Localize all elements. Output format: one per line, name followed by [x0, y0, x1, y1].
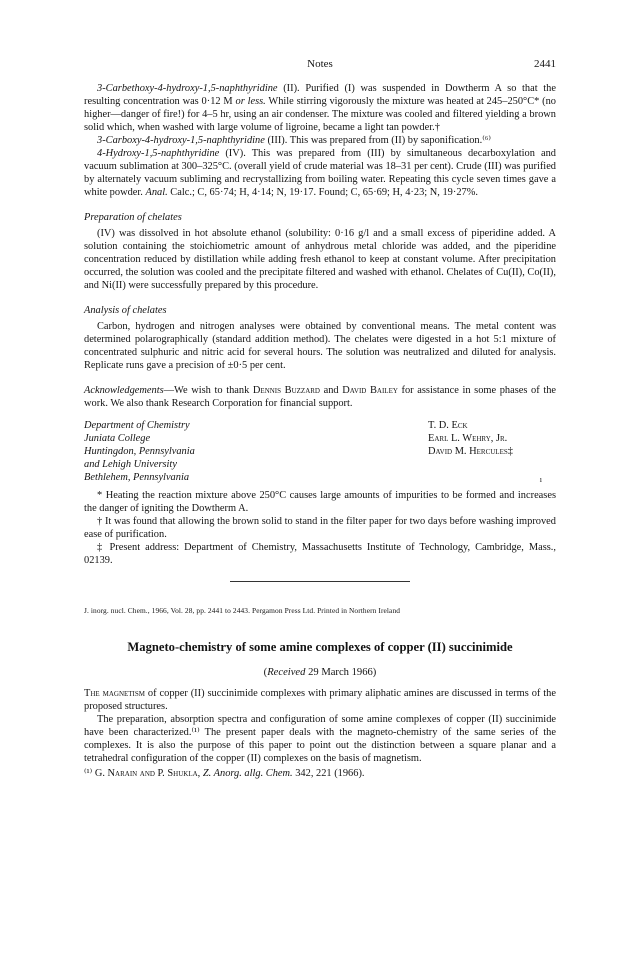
received-date-text: 29 March 1966) [305, 667, 377, 678]
anal-values: Calc.; C, 65·74; H, 4·14; N, 19·17. Found; C, 65·69; H, 4·23; N, 19·27%. [167, 187, 478, 198]
reference-number: ⁽¹⁾ [84, 768, 93, 779]
footnote: ‡ Present address: Department of Chemistry, Massachusetts Institute of Technology, Cambridge, Mass., 02139. [84, 542, 556, 566]
footnotes [84, 489, 556, 567]
institution-line: Bethlehem, Pennsylvania [84, 472, 190, 483]
header-title: Notes [307, 58, 333, 70]
received-label: Received [267, 667, 306, 678]
reference-authors: G. Narain and P. Shukla, [92, 768, 203, 779]
institution-line: and Lehigh University [84, 459, 177, 470]
ack-label: Acknowledgements [84, 385, 164, 396]
ack-name-2: David Bailey [342, 385, 398, 396]
ack-text-and: and [319, 385, 343, 396]
ack-name-1: Dennis Buzzard [252, 385, 320, 396]
paragraph-compound-3 [84, 134, 556, 147]
institution-line: Department of Chemistry [84, 420, 190, 431]
ack-text-end: for assistance in some phases of the work. We also thank Research Corporation for financial support. [84, 385, 557, 409]
compound-4-text: (IV). This was prepared from (III) by simultaneous decarboxylation and vacuum sublimation at 300–325°C. (overall yield of crude material was 18–31 per cent). Crude (III) was purified by alternately vacuum subliming and recrystallizing from boiling water. Repeating this cycle seven times gave a white powder. [84, 148, 556, 198]
compound-3-name: 3-Carboxy-4-hydroxy-1,5-naphthyridine [97, 135, 265, 146]
journal-citation-line: J. inorg. nucl. Chem., 1966, Vol. 28, pp. 2441 to 2443. Pergamon Press Ltd. Printed in Northern Ireland [84, 606, 401, 615]
footnote: * Heating the reaction mixture above 250°C causes large amounts of impurities to be formed and increases the danger of igniting the Dowtherm A. [84, 490, 556, 514]
section-divider [230, 581, 410, 582]
section-heading-preparation: Preparation of chelates [84, 212, 182, 223]
reference-details: 342, 221 (1966). [292, 768, 365, 779]
anal-label: Anal. [145, 187, 168, 198]
stray-mark: ı [539, 475, 542, 484]
compound-2-name: 3-Carbethoxy-4-hydroxy-1,5-naphthyridine [97, 83, 278, 94]
footnote: † It was found that allowing the brown solid to stand in the filter paper for two days before washing improved ease of purification. [84, 516, 556, 540]
paragraph-compound-2 [84, 82, 556, 134]
page-number: 2441 [534, 58, 556, 70]
paragraph-compound-4 [84, 147, 556, 199]
compound-2-text: (II). Purified (I) was suspended in Dowtherm A so that the resulting concentration was 0·12 M [84, 83, 556, 107]
abstract-text: of copper (II) succinimide complexes with primary aliphatic amines are discussed in terms of the proposed structures. [84, 688, 556, 712]
running-header [84, 58, 556, 74]
affiliation-block [84, 419, 556, 489]
compound-2-emphasis: or less. [235, 96, 266, 107]
reference [84, 767, 556, 780]
received-paren: ( [263, 667, 268, 678]
compound-3-text: (III). This was prepared from (II) by saponification.⁽⁶⁾ [264, 135, 491, 146]
article-title: Magneto-chemistry of some amine complexes of copper (II) succinimide [127, 640, 513, 654]
paragraph-analysis: Carbon, hydrogen and nitrogen analyses were obtained by conventional means. The metal content was determined polarographically (standard addition method). The chelates were digested in a hot 5:1 mixture of concentrated sulphuric and nitric acid for several hours. The solution was neutralized and diluted for analysis. Replicate runs gave a precision of ±0·5 per cent. [84, 321, 556, 371]
institution-line: Juniata College [84, 433, 151, 444]
institution-line: Huntingdon, Pennsylvania [84, 446, 195, 457]
received-date [84, 666, 556, 679]
compound-2-text-cont: While stirring vigorously the mixture was heated at 245–250°C* (no higher—danger of fire!) for 4–5 hr, using an air condenser. The mixture was cooled and filtered yielding a brown solid which, when washed with large volume of ligroine, became a light tan powder.† [84, 96, 556, 133]
page [84, 58, 556, 780]
lead-in-caps: The magnetism [84, 688, 145, 699]
author-name: Earl L. Wehry, Jr. [428, 433, 508, 444]
author-name: David M. Hercules‡ [428, 446, 513, 457]
reference-journal: Z. Anorg. allg. Chem. [202, 768, 293, 779]
paragraph-preparation: (IV) was dissolved in hot absolute ethanol (solubility: 0·16 g/l and a small excess of piperidine added. A solution containing the stoichiometric amount of anhydrous metal chloride was added, and the piperidine concentration reduced by distillation while adding fresh ethanol to keep at constant volume. After precipitation occurred, the solution was cooled and the precipitate filtered and washed with ethanol. Chelates of Cu(II), Co(II), and Ni(II) were successfully prepared by this procedure. [84, 228, 556, 291]
section-heading-analysis: Analysis of chelates [84, 305, 167, 316]
author-name: T. D. Eck [428, 420, 468, 431]
ack-text: —We wish to thank [163, 385, 253, 396]
abstract-paragraph [84, 687, 556, 713]
institution-address [84, 419, 195, 484]
body-paragraph: The preparation, absorption spectra and configuration of some amine complexes of copper (II) succinimide have been characterized.⁽¹⁾ The present paper deals with the magneto-chemistry of the same series of the complexes. It is also the purpose of this paper to point out the distinction between a square planar and a tetrahedral configuration of the copper (II) complexes on the basis of magnetism. [84, 714, 556, 764]
acknowledgements [84, 384, 556, 410]
author-list [428, 419, 513, 458]
compound-4-name: 4-Hydroxy-1,5-naphthyridine [97, 148, 220, 159]
